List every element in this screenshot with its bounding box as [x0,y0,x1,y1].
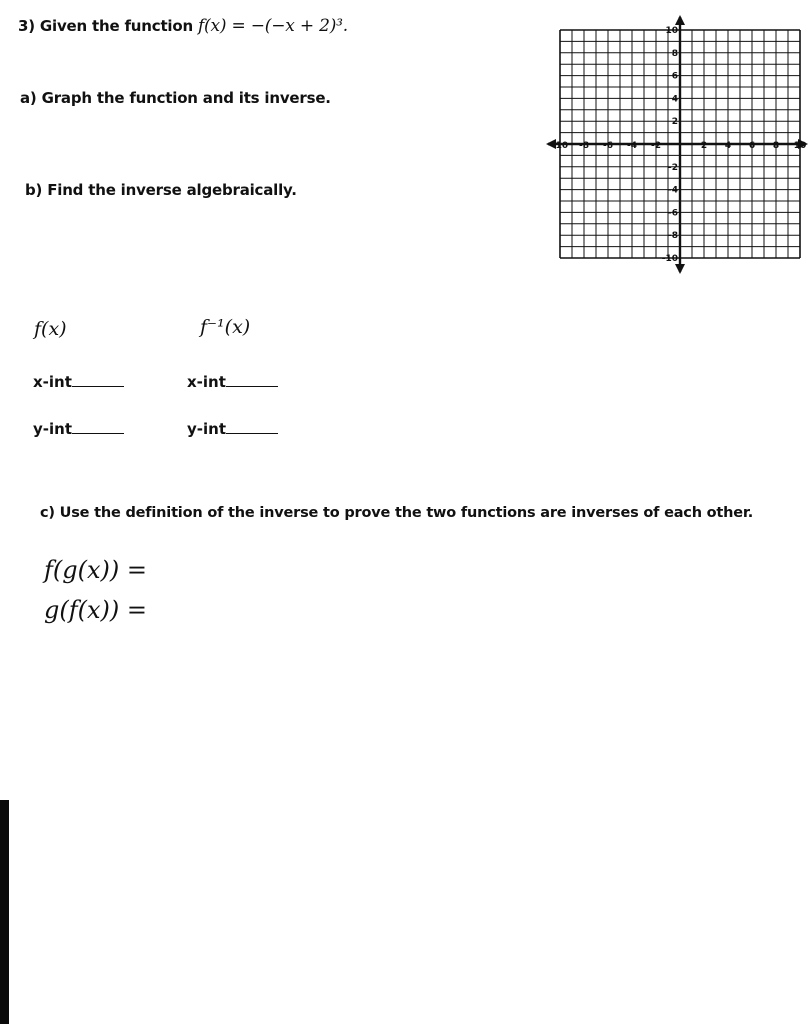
part-b-text: b) Find the inverse algebraically. [25,181,297,199]
x-tick-label: -4 [627,141,637,151]
part-c-text: c) Use the definition of the inverse to prove the two functions are inverses of each other. [40,505,754,521]
scan-edge [0,800,9,1024]
y-tick-label: 10 [665,26,678,36]
y-tick-label: -10 [661,254,678,264]
x-tick-label: -10 [551,141,569,151]
finv-y-int-blank[interactable] [226,421,278,434]
finv-x-int-blank[interactable] [226,374,278,387]
finv-y-int-row [187,420,278,438]
y-tick-label: -8 [668,231,678,242]
y-tick-label: 6 [671,71,678,82]
f-column-header: f(x) [34,318,67,340]
composition-2-text: g(f(x)) = [44,596,147,624]
composition-1-text: f(g(x)) = [44,556,147,584]
x-int-label: x-int [33,373,72,391]
composition-f-of-g [44,556,147,584]
problem-statement [18,16,348,36]
y-tick-label: -2 [668,162,678,173]
y-tick-label: -4 [668,185,678,196]
y-tick-label: -6 [668,208,678,219]
coordinate-grid [544,14,808,274]
x-tick-label: -8 [579,141,589,151]
x-tick-label: 10 [793,141,807,151]
y-tick-label: 8 [671,48,678,59]
x-tick-label: -6 [603,141,613,151]
problem-number: 3) Given the function [18,17,193,35]
f-x-int-blank[interactable] [72,374,124,387]
x-int-label: x-int [187,373,226,391]
finverse-column-header: f⁻¹(x) [200,316,251,338]
y-int-label: y-int [33,420,72,438]
y-axis-down-arrow [675,264,685,274]
x-tick-label: 6 [748,141,756,151]
y-tick-label: 4 [671,94,678,105]
x-tick-label: 4 [724,141,732,151]
y-tick-label: 2 [671,117,678,128]
y-axis-up-arrow [675,15,685,25]
f-y-int-blank[interactable] [72,421,124,434]
f-y-int-row [33,420,124,438]
x-tick-label: 2 [700,141,708,151]
f-x-int-row [33,373,124,391]
composition-g-of-f [44,596,147,624]
function-expression: f(x) = −(−x + 2)³. [197,16,348,36]
y-int-label: y-int [187,420,226,438]
part-a-text: a) Graph the function and its inverse. [20,89,331,107]
x-tick-label: 8 [772,141,780,151]
finv-x-int-row [187,373,278,391]
x-tick-label: -2 [651,141,661,151]
